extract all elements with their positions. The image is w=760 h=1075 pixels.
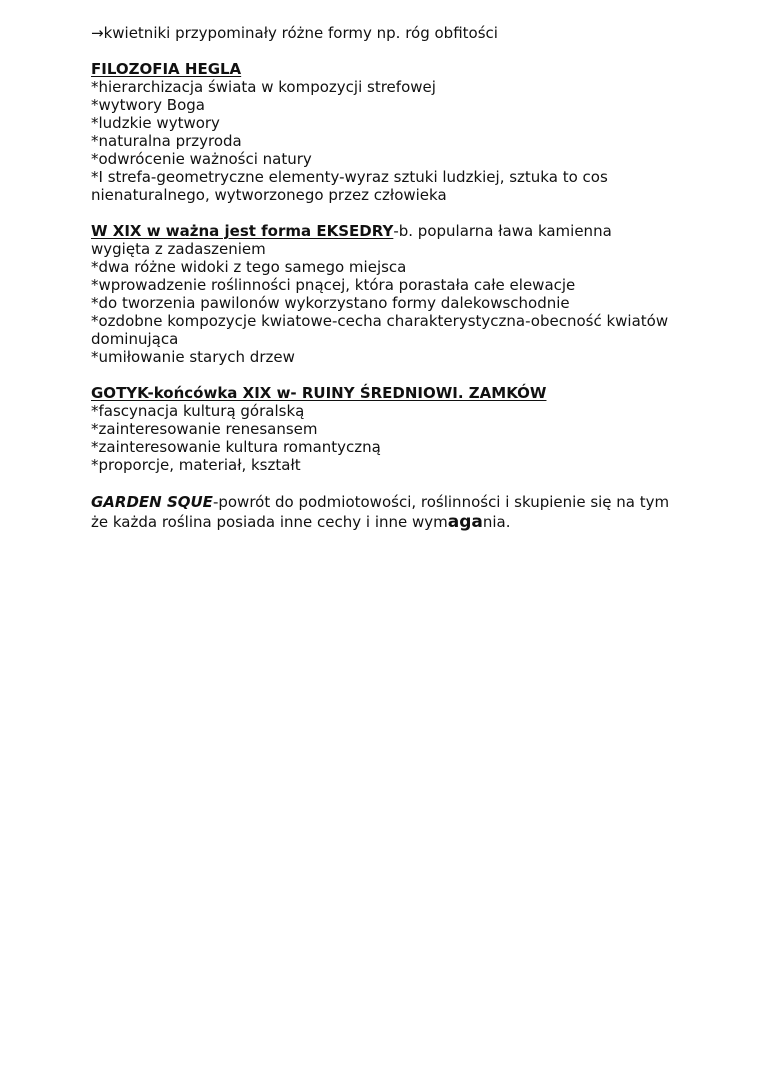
exedra-heading-line <box>91 222 671 258</box>
gothic-item: *proporcje, materiał, kształt <box>91 456 301 474</box>
intro-text: kwietniki przypominały różne formy np. róg obfitości <box>103 24 498 42</box>
exedra-heading-suffix: -b. popularna ława kamienna wygięta z zadaszeniem <box>91 222 612 258</box>
hegel-item: *ludzkie wytwory <box>91 114 220 132</box>
hegel-item: *hierarchizacja świata w kompozycji strefowej <box>91 78 436 96</box>
gothic-item: *zainteresowanie kultura romantyczną <box>91 438 381 456</box>
hegel-item: *naturalna przyroda <box>91 132 242 150</box>
document-content <box>91 24 671 532</box>
spacer <box>91 42 671 60</box>
garden-text-big: aga <box>447 512 483 532</box>
spacer <box>91 366 671 384</box>
arrow-icon: → <box>91 24 104 42</box>
garden-paragraph <box>91 492 671 532</box>
hegel-item: *odwrócenie ważności natury <box>91 150 312 168</box>
hegel-item: *wytwory Boga <box>91 96 205 114</box>
hegel-item: *I strefa-geometryczne elementy-wyraz sztuki ludzkiej, sztuka to cos nienaturalnego, wytworzonego przez człowieka <box>91 168 608 204</box>
gothic-heading: GOTYK-końcówka XIX w- RUINY ŚREDNIOWI. ZAMKÓW <box>91 384 547 402</box>
garden-heading: GARDEN SQUE <box>91 493 213 511</box>
hegel-heading: FILOZOFIA HEGLA <box>91 60 242 78</box>
exedra-item: *ozdobne kompozycje kwiatowe-cecha charakterystyczna-obecność kwiatów dominująca <box>91 312 669 348</box>
exedra-item: *dwa różne widoki z tego samego miejsca <box>91 258 407 276</box>
spacer <box>91 204 671 222</box>
gothic-item: *fascynacja kulturą góralską <box>91 402 305 420</box>
exedra-item: *wprowadzenie roślinności pnącej, która porastała całe elewacje <box>91 276 576 294</box>
garden-text-end: nia. <box>482 513 511 531</box>
exedra-item: *do tworzenia pawilonów wykorzystano formy dalekowschodnie <box>91 294 570 312</box>
exedra-item: *umiłowanie starych drzew <box>91 348 295 366</box>
gothic-item: *zainteresowanie renesansem <box>91 420 318 438</box>
garden-text: -powrót do podmiotowości, roślinności i skupienie się na tym że każda roślina posiada inne cechy i inne wym <box>91 493 670 531</box>
intro-line <box>91 24 671 42</box>
exedra-heading: W XIX w ważna jest forma EKSEDRY <box>91 222 394 240</box>
spacer <box>91 474 671 492</box>
